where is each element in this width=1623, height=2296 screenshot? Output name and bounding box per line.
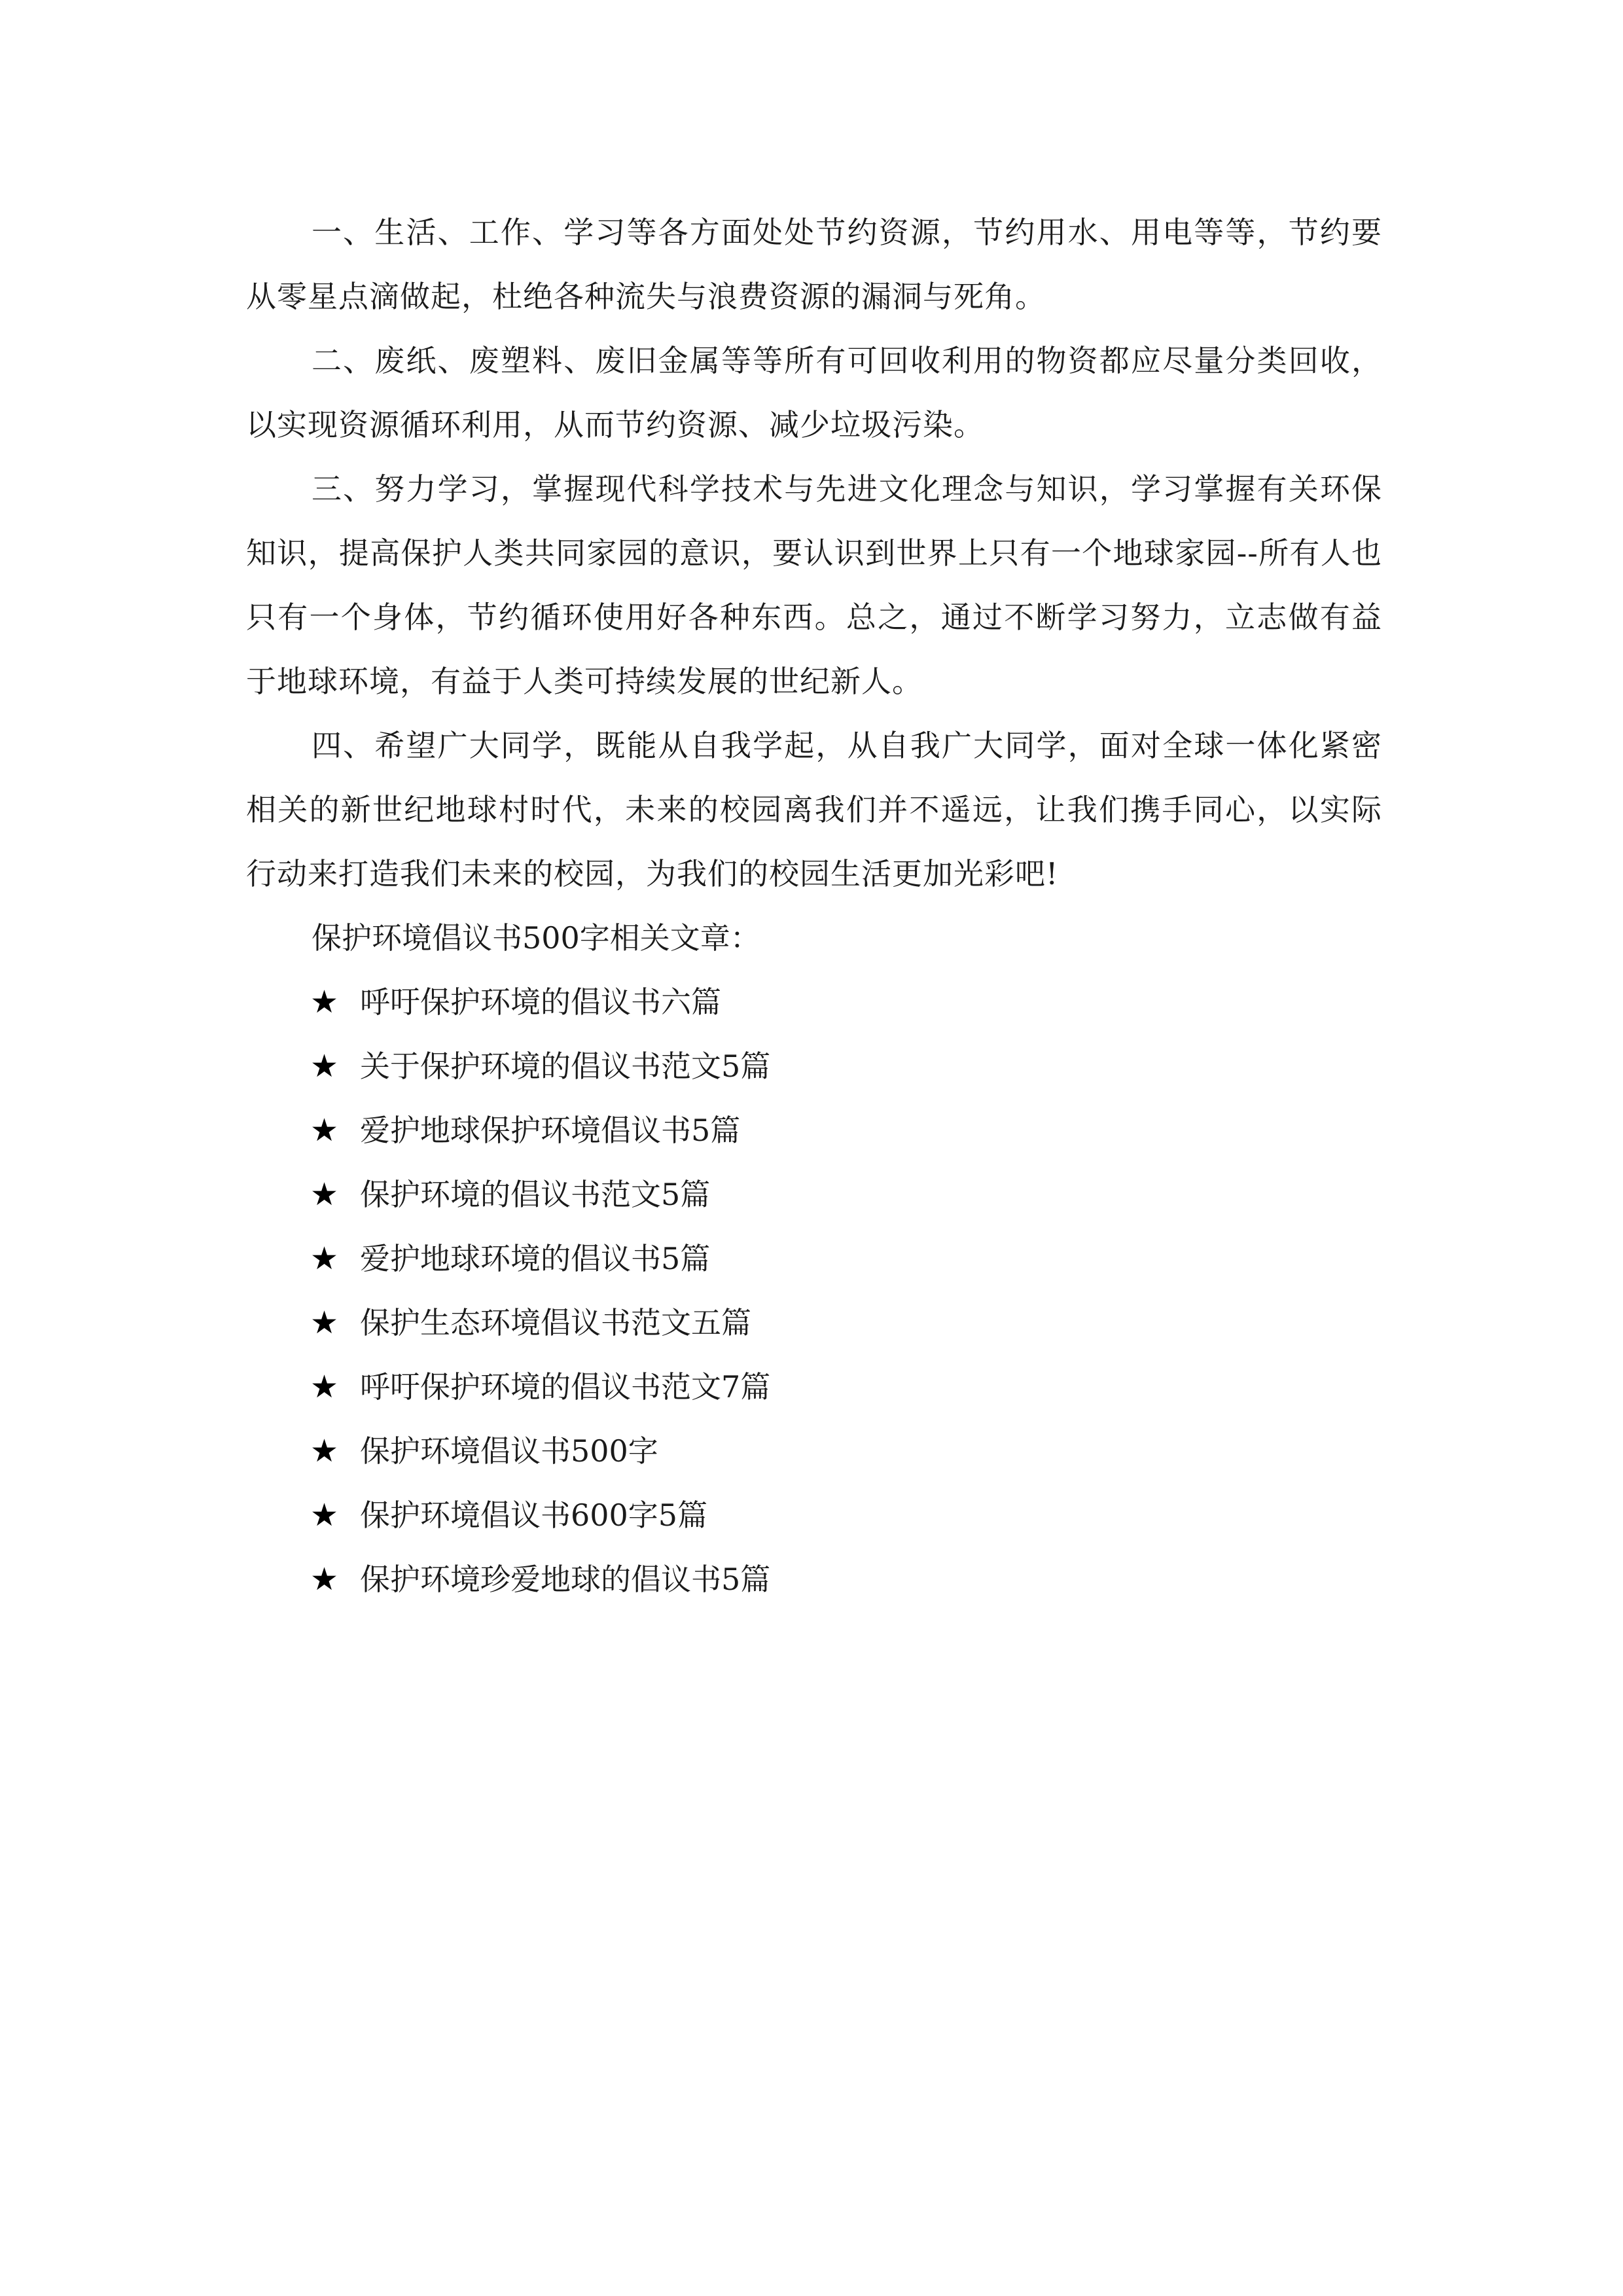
star-icon: ★ <box>310 984 339 1020</box>
list-item <box>246 1291 1382 1355</box>
star-icon: ★ <box>310 1240 339 1277</box>
document-body <box>246 200 1382 1611</box>
related-articles-heading: 保护环境倡议书500字相关文章： <box>312 920 760 956</box>
related-article-link[interactable]: 保护环境倡议书500字 <box>360 1433 658 1469</box>
paragraph-1: 一、生活、工作、学习等各方面处处节约资源，节约用水、用电等等，节约要从零星点滴做起，杜绝各种流失与浪费资源的漏洞与死角。 <box>246 215 1382 314</box>
paragraph-4: 四、希望广大同学，既能从自我学起，从自我广大同学，面对全球一体化紧密相关的新世纪地球村时代，未来的校园离我们并不遥远，让我们携手同心，以实际行动来打造我们未来的校园，为我们的校园生活更加光彩吧! <box>246 728 1382 891</box>
list-item <box>246 970 1382 1034</box>
related-article-link[interactable]: 保护环境的倡议书范文5篇 <box>360 1177 711 1212</box>
star-icon: ★ <box>310 1369 339 1405</box>
related-article-link[interactable]: 关于保护环境的倡议书范文5篇 <box>360 1049 771 1084</box>
related-article-link[interactable]: 爱护地球环境的倡议书5篇 <box>360 1241 711 1276</box>
star-icon: ★ <box>310 1497 339 1534</box>
list-item <box>246 1227 1382 1291</box>
related-article-link[interactable]: 保护生态环境倡议书范文五篇 <box>360 1305 751 1340</box>
list-item <box>246 1419 1382 1483</box>
related-article-link[interactable]: 呼吁保护环境的倡议书范文7篇 <box>360 1369 771 1405</box>
list-item <box>246 1547 1382 1611</box>
related-articles-list <box>246 970 1382 1611</box>
star-icon: ★ <box>310 1112 339 1149</box>
list-item <box>246 1162 1382 1227</box>
related-article-link[interactable]: 爱护地球保护环境倡议书5篇 <box>360 1113 741 1148</box>
list-item <box>246 1355 1382 1419</box>
paragraph-3: 三、努力学习，掌握现代科学技术与先进文化理念与知识，学习掌握有关环保知识，提高保护人类共同家园的意识，要认识到世界上只有一个地球家园--所有人也只有一个身体，节约循环使用好各种东西。总之，通过不断学习努力，立志做有益于地球环境，有益于人类可持续发展的世纪新人。 <box>246 471 1382 699</box>
star-icon: ★ <box>310 1433 339 1469</box>
star-icon: ★ <box>310 1176 339 1213</box>
star-icon: ★ <box>310 1561 339 1598</box>
list-item <box>246 1034 1382 1098</box>
related-article-link[interactable]: 保护环境倡议书600字5篇 <box>360 1498 708 1533</box>
related-article-link[interactable]: 呼吁保护环境的倡议书六篇 <box>360 984 721 1020</box>
star-icon: ★ <box>310 1304 339 1341</box>
list-item <box>246 1098 1382 1162</box>
related-article-link[interactable]: 保护环境珍爱地球的倡议书5篇 <box>360 1562 771 1597</box>
star-icon: ★ <box>310 1048 339 1085</box>
paragraph-2: 二、废纸、废塑料、废旧金属等等所有可回收利用的物资都应尽量分类回收，以实现资源循环利用，从而节约资源、减少垃圾污染。 <box>246 343 1382 442</box>
list-item <box>246 1483 1382 1547</box>
